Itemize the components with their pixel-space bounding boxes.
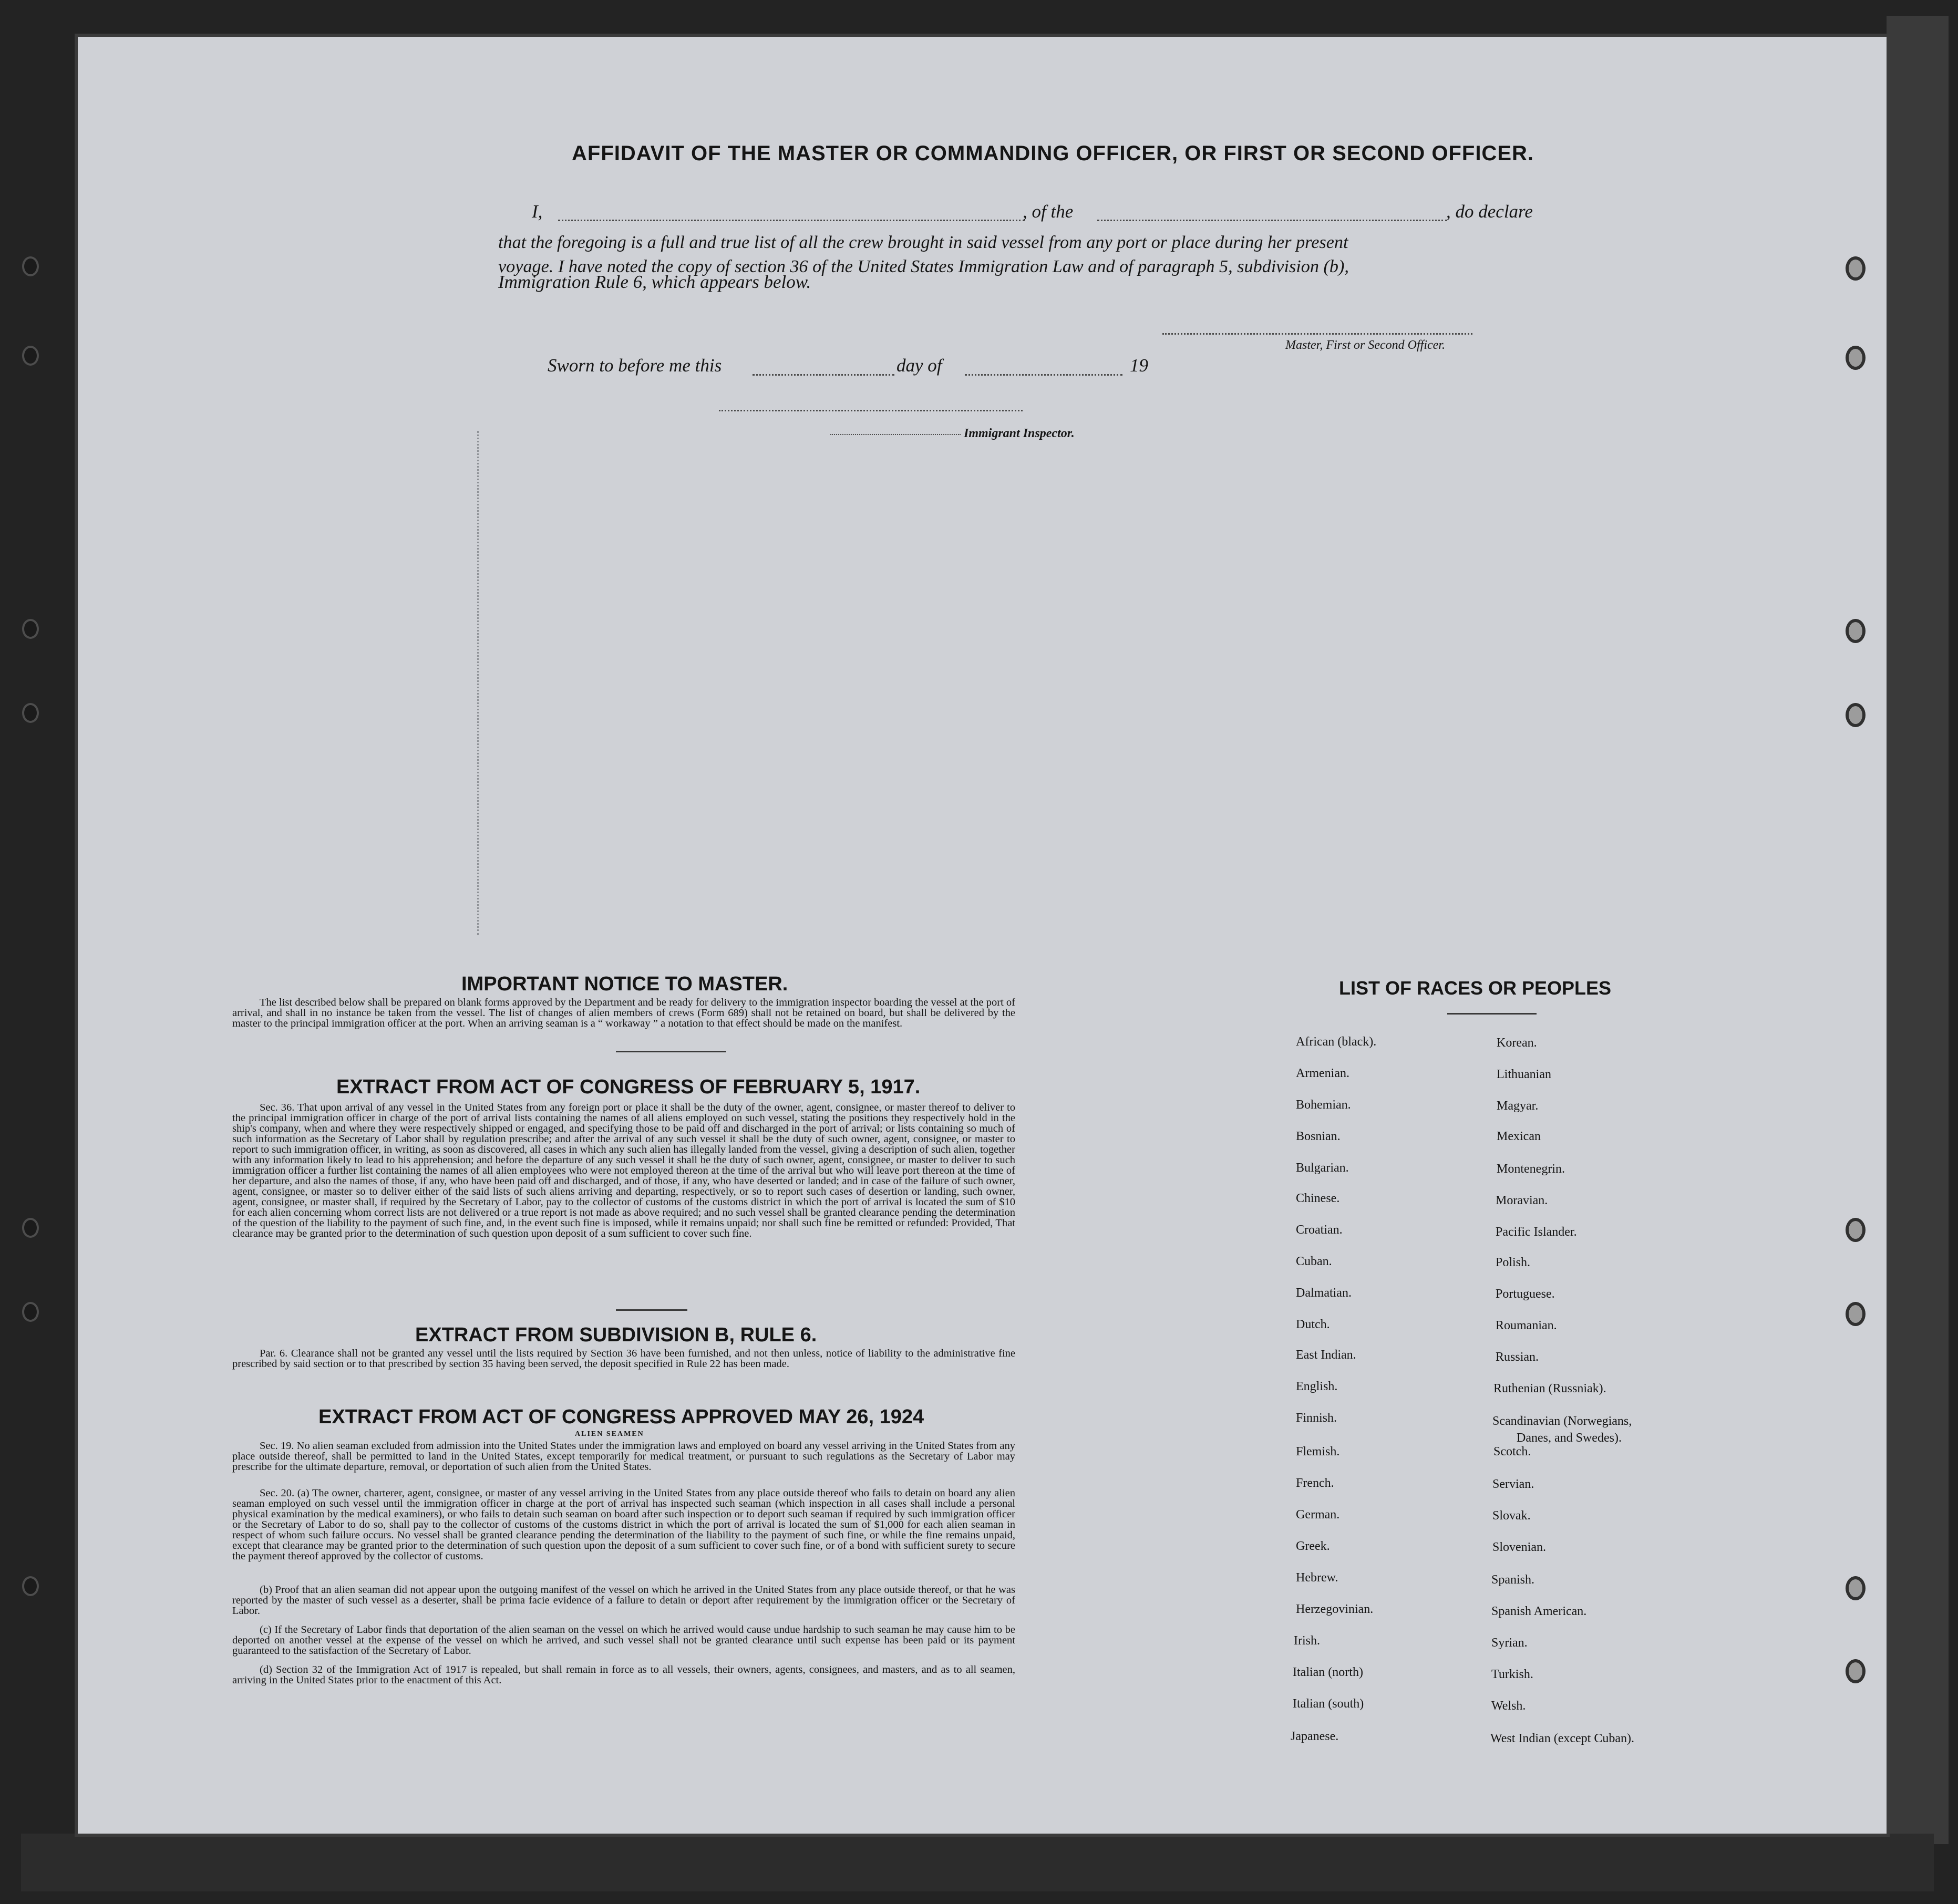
- race-item: Bosnian.: [1296, 1130, 1341, 1143]
- race-item: Italian (north): [1293, 1665, 1363, 1679]
- affidavit-of-the-label: , of the: [1023, 201, 1074, 222]
- race-item: Herzegovinian.: [1296, 1602, 1374, 1616]
- race-item: Bohemian.: [1296, 1098, 1351, 1112]
- race-item: Greek.: [1296, 1539, 1330, 1553]
- race-item: Servian.: [1492, 1477, 1534, 1491]
- race-item: Slovenian.: [1492, 1540, 1546, 1554]
- race-item: Danes, and Swedes).: [1517, 1431, 1622, 1445]
- race-item: English.: [1296, 1380, 1338, 1393]
- extract-rule6-title: EXTRACT FROM SUBDIVISION B, RULE 6.: [415, 1324, 817, 1346]
- document-sheet: [78, 37, 1887, 1834]
- sworn-month-blank: [965, 374, 1122, 376]
- inspector-label: Immigrant Inspector.: [964, 427, 1075, 440]
- race-item: African (black).: [1296, 1035, 1377, 1049]
- race-item: Spanish American.: [1491, 1605, 1587, 1618]
- race-item: Roumanian.: [1496, 1319, 1557, 1332]
- race-item: Japanese.: [1291, 1730, 1339, 1743]
- race-item: Spanish.: [1491, 1573, 1535, 1587]
- divider: [1447, 1013, 1537, 1015]
- sworn-label: Sworn to before me this: [548, 355, 722, 376]
- race-item: Polish.: [1496, 1256, 1531, 1269]
- binder-hole-icon: [1846, 1302, 1866, 1326]
- master-signature-line: [1162, 333, 1472, 335]
- binder-hole-icon: [22, 1302, 39, 1322]
- affidavit-line-4: Immigration Rule 6, which appears below.: [498, 272, 811, 292]
- binder-hole-icon: [1846, 256, 1866, 281]
- race-item: Syrian.: [1491, 1636, 1528, 1650]
- race-item: Portuguese.: [1496, 1287, 1555, 1301]
- race-item: Moravian.: [1496, 1194, 1548, 1207]
- race-item: Cuban.: [1296, 1255, 1332, 1268]
- divider: [616, 1051, 726, 1052]
- race-item: Korean.: [1497, 1036, 1537, 1050]
- binder-hole-icon: [1846, 703, 1866, 727]
- race-item: Armenian.: [1296, 1067, 1349, 1080]
- extract-1924-title: EXTRACT FROM ACT OF CONGRESS APPROVED MAY 26, 1924: [318, 1406, 924, 1428]
- affidavit-line-3: voyage. I have noted the copy of section 36 of the United States Immigration Law and of paragraph 5, subdivision (b),: [498, 257, 1349, 276]
- affidavit-i-label: I,: [532, 201, 543, 222]
- race-item: Scandinavian (Norwegians,: [1492, 1414, 1632, 1428]
- extract-1924-sec19: Sec. 19. No alien seaman excluded from admission into the United States under the immigration laws and employed on board any vessel arriving in the United States from any place outside thereof, shall be permitted to land in the United States, except temporarily for medical treatment, or pursuant to such regulations as the Secretary of Labor may prescribe for the ultimate departure, removal, or deportation of such alien from the United States.: [232, 1440, 1015, 1473]
- sworn-day-blank: [753, 374, 894, 376]
- races-title: LIST OF RACES OR PEOPLES: [1339, 977, 1612, 999]
- day-of-label: day of: [896, 355, 942, 376]
- extract-1917-title: EXTRACT FROM ACT OF CONGRESS OF FEBRUARY 5, 1917.: [336, 1076, 921, 1098]
- binder-hole-icon: [1846, 1576, 1866, 1600]
- race-item: West Indian (except Cuban).: [1490, 1732, 1634, 1745]
- race-item: French.: [1296, 1476, 1334, 1490]
- binder-hole-icon: [22, 1576, 39, 1596]
- binder-hole-icon: [22, 256, 39, 276]
- notice-title: IMPORTANT NOTICE TO MASTER.: [461, 973, 788, 995]
- extract-1917-text: Sec. 36. That upon arrival of any vessel in the United States from any foreign port or place it shall be the duty of the owner, agent, consignee, or master thereof to deliver to the principal immigration officer in charge of the port of arrival lists containing the names of all aliens employed on such vessel, stating the positions they respectively hold in the ship's company, when and where they were respectively shipped or engaged, and specifying those to be paid off and discharged in the port of arrival; or lists containing so much of such information as the Secretary of Labor shall by regulation prescribe; and after the arrival of any such vessel it shall be the duty of such owner, agent, consignee, or master to report to such immigration officer, in writing, as soon as discovered, all cases in which any such alien has illegally landed from the vessel, giving a description of such alien, together with any information likely to lead to his apprehension; and before the departure of any such vessel it shall be the duty of such owner, agent, consignee, or master to deliver to such immigration officer a further list containing the names of all alien employees who were not employed thereon at the time of the arrival but who will leave port thereon at the time of her departure, and also the names of those, if any, who have been paid off and discharged, and of those, if any, who have deserted or landed; and in case of the failure of such owner, agent, consignee, or master so to deliver either of the said lists of such aliens arriving and departing, respectively, or so to report such cases of desertion or landing, such owner, agent, consignee, or master shall, if required by the Secretary of Labor, pay to the collector of customs of the customs district in which the port of arrival is located the sum of $10 for each alien concerning whom correct lists are not delivered or a true report is not made as above required; and no such vessel shall be granted clearance pending the determination of the question of the liability to the payment of such fine, and, in the event such fine is imposed, while it remains unpaid; nor shall such fine be remitted or refunded: Provided, That clearance may be granted prior to the determination of such question upon deposit of a sum sufficient to cover such fine.: [232, 1102, 1015, 1239]
- race-item: Bulgarian.: [1296, 1161, 1349, 1175]
- notice-text: The list described below shall be prepared on blank forms approved by the Department and be ready for delivery to the immigration inspector boarding the vessel at the port of arrival, and shall in no instance be taken from the vessel. The list of changes of alien members of crews (Form 689) shall not be retained on board, but shall be delivered by the master to the principal immigration officer at the port. When an arriving seaman is a “ workaway ” a notation to that effect should be made on the manifest.: [232, 997, 1015, 1029]
- race-item: Mexican: [1497, 1130, 1541, 1143]
- margin-dotted-line: [477, 431, 479, 935]
- extract-1924-sec20b: (b) Proof that an alien seaman did not appear upon the outgoing manifest of the vessel on which he arrived in the United States from any place outside thereof, or that he was reported by the master of such vessel as a deserter, shall be prima facie evidence of a failure to detain or deport after requirement by the immigration officer or the Secretary of Labor.: [232, 1584, 1015, 1617]
- binder-hole-icon: [22, 703, 39, 723]
- binder-hole-icon: [22, 1218, 39, 1238]
- vessel-blank-line: [1097, 220, 1447, 221]
- binder-hole-icon: [1846, 619, 1866, 643]
- page-edge-bottom: [21, 1834, 1934, 1891]
- race-item: Dalmatian.: [1296, 1286, 1352, 1300]
- bleed-through: [368, 125, 376, 162]
- extract-1924-sec20c: (c) If the Secretary of Labor finds that deportation of the alien seaman on the vessel on which he arrived would cause undue hardship to such seaman he may cause him to be deported on another vessel at the expense of the vessel on which he arrived, and such vessel shall not be granted clearance until such expense has been paid or its payment guaranteed to the satisfaction of the Secretary of Labor.: [232, 1624, 1015, 1657]
- race-item: Ruthenian (Russniak).: [1493, 1382, 1606, 1395]
- race-item: Finnish.: [1296, 1411, 1337, 1425]
- race-item: Italian (south): [1293, 1697, 1364, 1711]
- extract-1924-sec20a: Sec. 20. (a) The owner, charterer, agent, consignee, or master of any vessel arriving in the United States from any place outside thereof who fails to detain on board any alien seaman employed on such vessel until the immigration officer in charge at the port of arrival has inspected such seaman (which inspection in all cases shall include a personal physical examination by the medical examiners), or who fails to detain such seaman on board after such inspection or to deport such seaman if required by such immigration officer or the Secretary of Labor to do so, shall pay to the collector of customs of the customs district in which the port of arrival is located the sum of $1,000 for each alien seaman in respect of whom such failure occurs. No vessel shall be granted clearance pending the determination of the liability to the payment of such fine, or while the fine remains unpaid, except that clearance may be granted prior to the determination of such question upon the deposit of a sum sufficient to cover such fine, or of a bond with sufficient surety to secure the payment thereof approved by the collector of customs.: [232, 1487, 1015, 1562]
- divider: [616, 1309, 687, 1311]
- binder-hole-icon: [22, 619, 39, 639]
- race-item: Russian.: [1496, 1350, 1539, 1364]
- extract-1924-sec20d: (d) Section 32 of the Immigration Act of 1917 is repealed, but shall remain in force as to all vessels, their owners, agents, consignees, and masters, and as to all seamen, arriving in the United States prior to the enactment of this Act.: [232, 1664, 1015, 1686]
- race-item: Flemish.: [1296, 1445, 1340, 1458]
- race-item: Irish.: [1294, 1634, 1320, 1648]
- master-signature-label: Master, First or Second Officer.: [1285, 338, 1445, 352]
- race-item: Montenegrin.: [1497, 1162, 1565, 1176]
- race-item: Chinese.: [1296, 1192, 1340, 1205]
- page-edge-right: [1887, 16, 1949, 1844]
- affidavit-line-2: that the foregoing is a full and true list of all the crew brought in said vessel from any port or place during her present: [498, 233, 1348, 252]
- race-item: Pacific Islander.: [1496, 1225, 1577, 1239]
- binder-hole-icon: [1846, 1218, 1866, 1242]
- binder-hole-icon: [1846, 1659, 1866, 1683]
- race-item: Scotch.: [1493, 1445, 1531, 1458]
- binder-hole-icon: [1846, 346, 1866, 370]
- race-item: Turkish.: [1491, 1668, 1533, 1681]
- race-item: Welsh.: [1491, 1699, 1526, 1713]
- affidavit-title: AFFIDAVIT OF THE MASTER OR COMMANDING OFFICER, OR FIRST OR SECOND OFFICER.: [572, 142, 1534, 165]
- year-prefix: 19: [1130, 355, 1148, 376]
- race-item: East Indian.: [1296, 1348, 1356, 1362]
- race-item: Slovak.: [1492, 1509, 1531, 1523]
- race-item: Dutch.: [1296, 1318, 1330, 1331]
- race-item: Magyar.: [1497, 1099, 1539, 1113]
- inspector-blank-line-1: [719, 410, 1023, 411]
- binder-hole-icon: [22, 346, 39, 366]
- name-blank-line: [558, 220, 1025, 221]
- race-item: Croatian.: [1296, 1223, 1343, 1237]
- inspector-blank-line-2: [830, 434, 961, 435]
- affidavit-declare-label: , do declare: [1446, 201, 1533, 222]
- race-item: German.: [1296, 1508, 1340, 1522]
- race-item: Lithuanian: [1497, 1068, 1551, 1081]
- race-item: Hebrew.: [1296, 1571, 1338, 1585]
- extract-1924-subtitle: ALIEN SEAMEN: [575, 1430, 644, 1438]
- extract-rule6-text: Par. 6. Clearance shall not be granted any vessel until the lists required by Section 36 have been furnished, and not then unless, notice of liability to the administrative fine prescribed by said section or to that prescribed by section 35 having been served, the deposit specified in Rule 22 has been made.: [232, 1348, 1015, 1370]
